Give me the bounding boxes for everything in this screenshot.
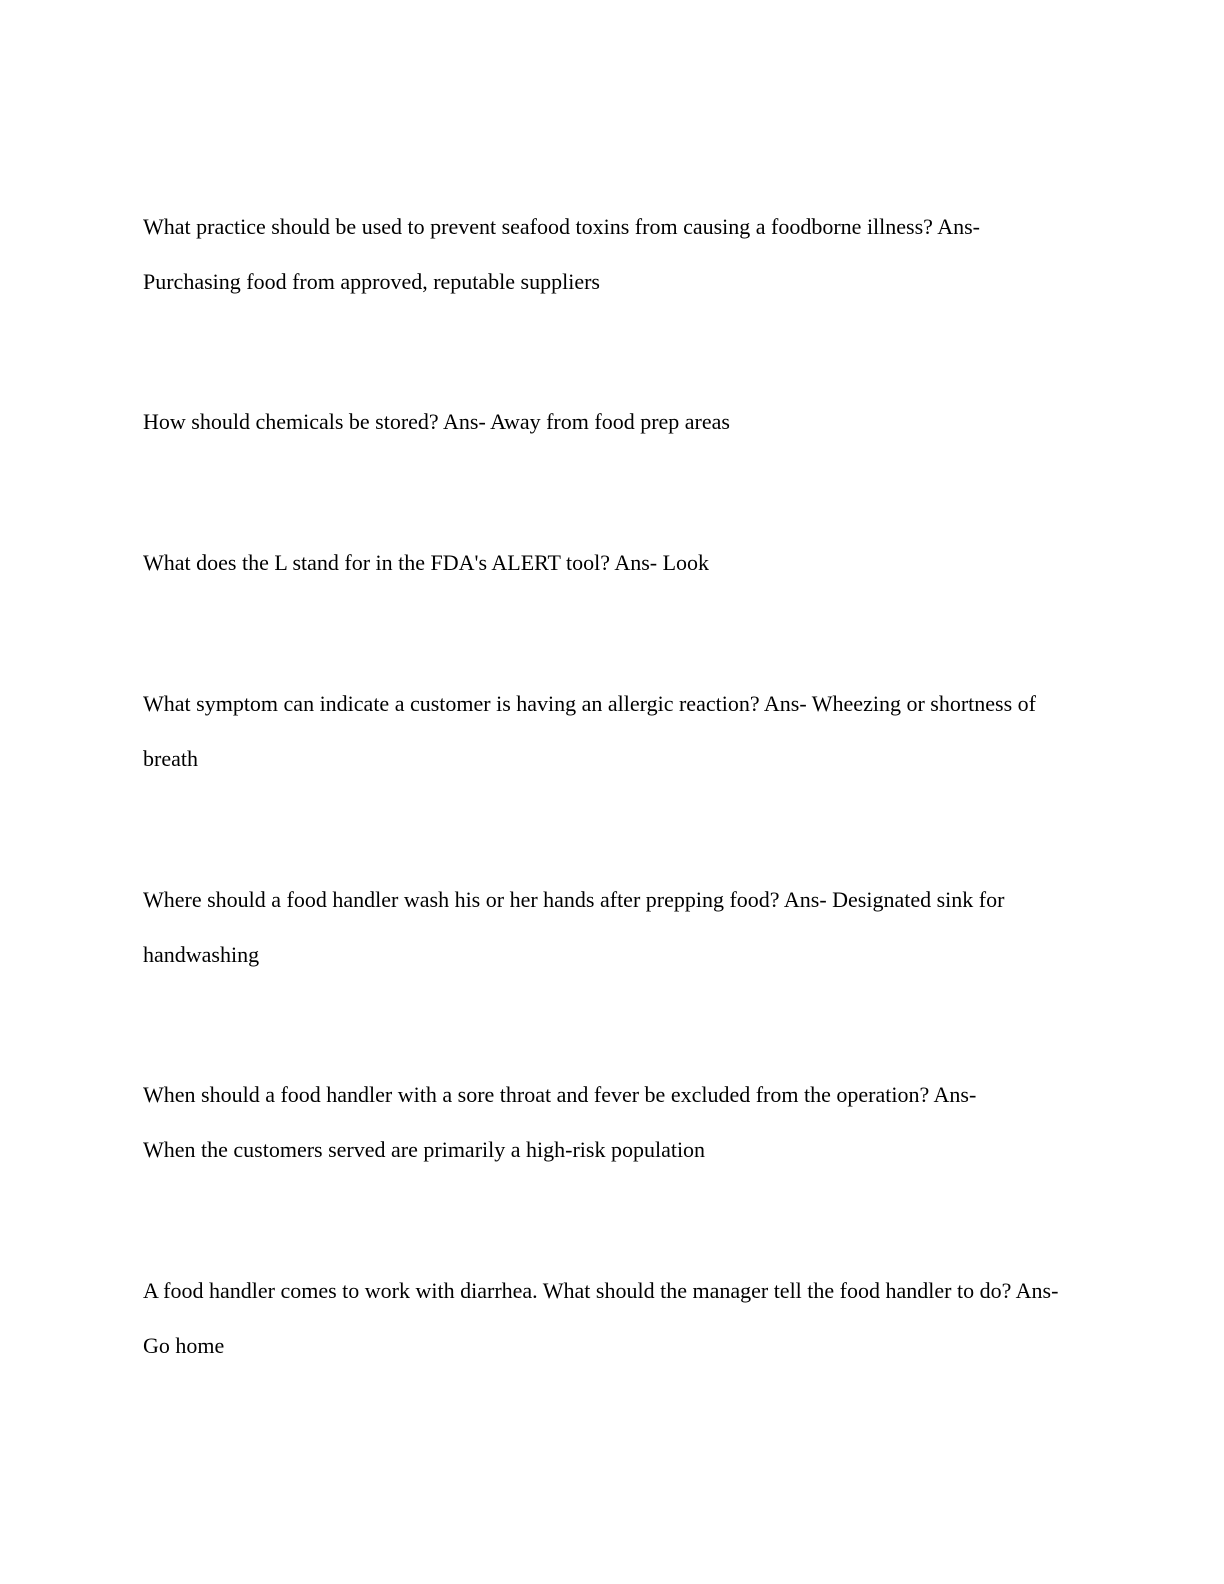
answer-text: Wheezing or shortness of breath — [143, 691, 1036, 771]
answer-prefix: Ans- — [933, 1082, 977, 1107]
qa-item — [143, 873, 1063, 982]
qa-item — [143, 1264, 1063, 1373]
qa-item — [143, 200, 1063, 309]
answer-prefix: Ans- — [783, 887, 827, 912]
answer-text: Designated sink for handwashing — [143, 887, 1005, 967]
question-text: What does the L stand for in the FDA's ALERT tool? — [143, 550, 611, 575]
qa-item — [143, 395, 1063, 450]
answer-prefix: Ans- — [937, 214, 981, 239]
answer-prefix: Ans- — [763, 691, 807, 716]
answer-text: Go home — [143, 1332, 225, 1358]
question-text: What practice should be used to prevent seafood toxins from causing a foodborne illness? — [143, 214, 933, 239]
answer-text: Purchasing food from approved, reputable suppliers — [143, 268, 600, 294]
answer-text: Look — [662, 550, 710, 575]
qa-item — [143, 677, 1063, 786]
qa-item — [143, 1068, 1063, 1177]
answer-text: Away from food prep areas — [490, 409, 730, 434]
question-text: A food handler comes to work with diarrhea. What should the manager tell the food handler to do? — [143, 1278, 1012, 1303]
answer-prefix: Ans- — [1015, 1278, 1059, 1303]
question-text: When should a food handler with a sore throat and fever be excluded from the operation? — [143, 1082, 930, 1107]
qa-item — [143, 536, 1063, 591]
answer-text: When the customers served are primarily a high-risk population — [143, 1136, 706, 1162]
answer-prefix: Ans- — [614, 550, 658, 575]
question-text: What symptom can indicate a customer is having an allergic reaction? — [143, 691, 760, 716]
question-text: How should chemicals be stored? — [143, 409, 439, 434]
answer-prefix: Ans- — [443, 409, 486, 434]
question-text: Where should a food handler wash his or her hands after prepping food? — [143, 887, 780, 912]
